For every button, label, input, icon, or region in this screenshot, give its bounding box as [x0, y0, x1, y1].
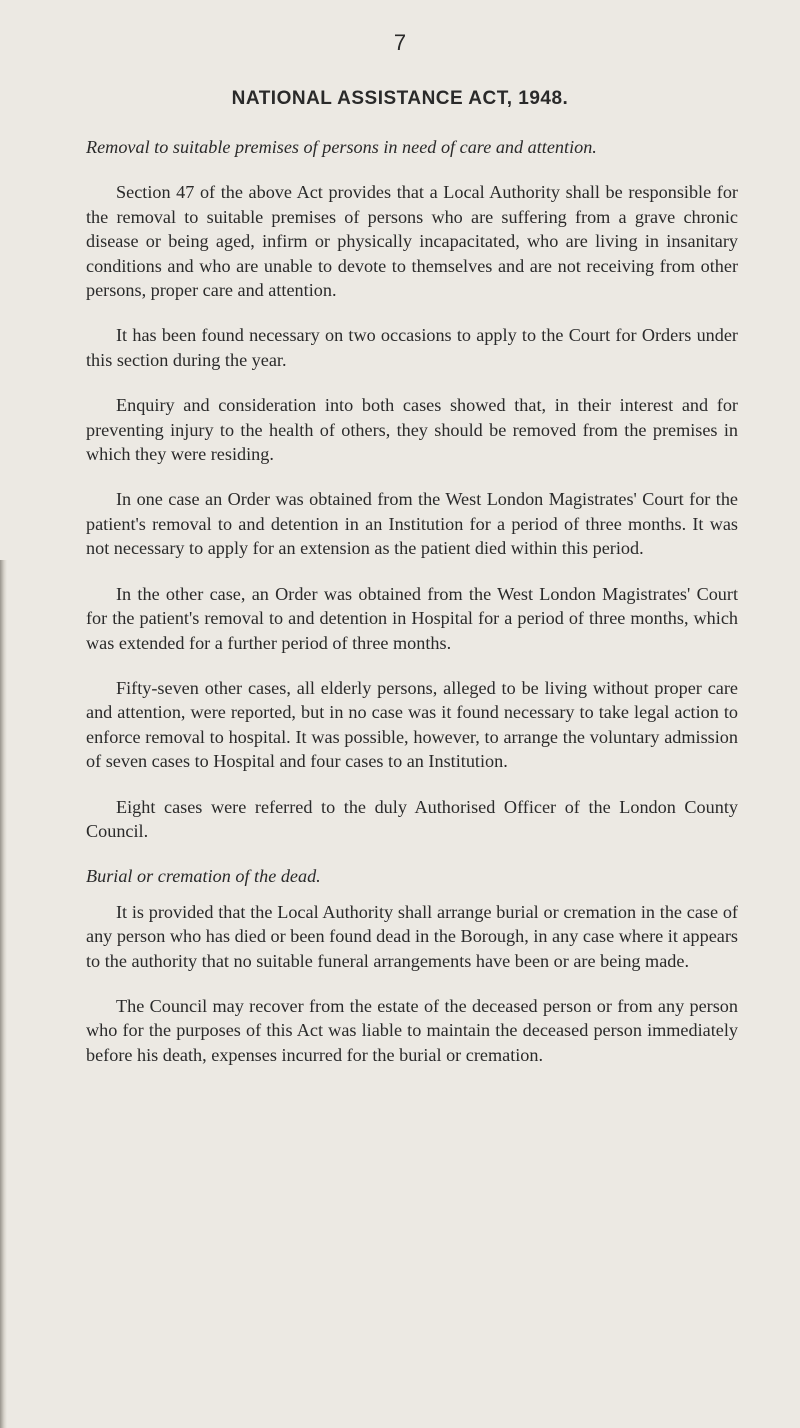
paragraph-referred-cases: Eight cases were referred to the duly Authorised Officer of the London County Council. [86, 796, 738, 841]
paragraph-section-47: Section 47 of the above Act provides that a Local Authority shall be responsible for the removal to suitable premises of persons who are suffering from a grave chronic disease or being aged, infirm or physically incapacitated, who are living in insanitary conditions and who are unable to devote to themselves and are not receiving from other persons, proper care and attention. [86, 182, 738, 301]
paragraph-other-cases: Fifty-seven other cases, all elderly persons, alleged to be living without proper care and attention, were reported, but in no case was it found necessary to take legal action to enforce removal to hospital. It was possible, however, to arrange the voluntary admission of seven cases to Hospital and four cases to an Institution. [86, 677, 738, 772]
paragraph-second-case: In the other case, an Order was obtained from the West London Magistrates' Court for the patient's removal to and detention in Hospital for a period of three months, which was extended for a further period of three months. [86, 583, 738, 653]
page-number: 7 [393, 30, 407, 55]
paragraph-recover-expenses: The Council may recover from the estate of the deceased person or from any person who for the purposes of this Act was liable to maintain the deceased person immediately before his death, expenses incurred for the burial or cremation. [86, 995, 738, 1065]
page-title: NATIONAL ASSISTANCE ACT, 1948. [231, 88, 569, 109]
paragraph-enquiry: Enquiry and consideration into both cases showed that, in their interest and for preventing injury to the health of others, they should be removed from the premises in which they were residing. [86, 395, 738, 465]
section-subheading-removal: Removal to suitable premises of persons in need of care and attention. [86, 137, 597, 157]
paragraph-burial-provision: It is provided that the Local Authority shall arrange burial or cremation in the case of any person who has died or been found dead in the Borough, in any case where it appears to the authority that no suitable funeral arrangements have been or are being made. [86, 901, 738, 971]
document-body [86, 135, 738, 1067]
paragraph-first-case: In one case an Order was obtained from the West London Magistrates' Court for the patient's removal to and detention in an Institution for a period of three months. It was not necessary to apply for an extension as the patient died within this period. [86, 489, 738, 559]
paragraph-court-orders: It has been found necessary on two occasions to apply to the Court for Orders under this section during the year. [86, 325, 738, 370]
section-subheading-burial: Burial or cremation of the dead. [86, 866, 321, 887]
binding-gutter-shadow [0, 560, 7, 1428]
